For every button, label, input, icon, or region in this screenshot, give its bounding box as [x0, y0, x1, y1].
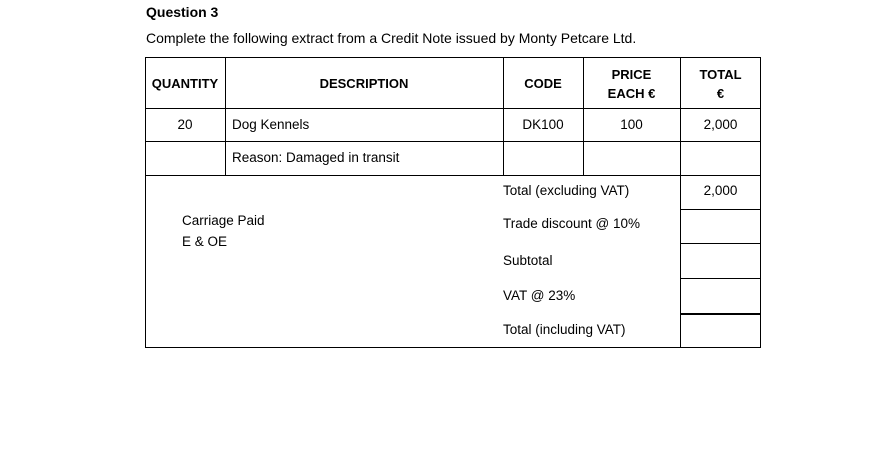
header-total-line1: TOTAL [699, 67, 742, 82]
summary-label-total-incl-vat: Total (including VAT) [503, 322, 626, 337]
item-code: DK100 [522, 117, 564, 132]
summary-divider-1 [680, 209, 761, 210]
summary-label-total-excl-vat: Total (excluding VAT) [503, 183, 630, 198]
summary-label-vat: VAT @ 23% [503, 288, 576, 303]
terms-eoe: E & OE [182, 234, 228, 249]
col-divider-description [503, 57, 504, 175]
header-divider [145, 108, 761, 109]
item-description: Dog Kennels [232, 117, 310, 132]
summary-divider-3 [680, 278, 761, 279]
col-divider-quantity [225, 57, 226, 175]
question-title: Question 3 [146, 4, 219, 20]
item-row-divider [145, 141, 761, 142]
header-price-line2: EACH € [607, 86, 656, 101]
item-quantity: 20 [177, 117, 193, 132]
header-quantity: QUANTITY [151, 76, 219, 91]
summary-value-total-excl-vat: 2,000 [703, 183, 738, 198]
item-price: 100 [620, 117, 643, 132]
reason-text: Reason: Damaged in transit [232, 150, 400, 165]
header-code: CODE [524, 76, 562, 91]
summary-label-subtotal: Subtotal [503, 253, 553, 268]
question-instruction: Complete the following extract from a Credit Note issued by Monty Petcare Ltd. [146, 30, 637, 46]
summary-divider-4 [680, 313, 761, 315]
summary-label-trade-discount: Trade discount @ 10% [503, 216, 641, 231]
item-total: 2,000 [703, 117, 738, 132]
header-description: DESCRIPTION [319, 76, 409, 91]
header-price-line1: PRICE [611, 67, 652, 82]
reason-row-divider [145, 175, 761, 176]
terms-carriage: Carriage Paid [182, 213, 265, 228]
header-total-line2: € [716, 86, 725, 101]
summary-divider-2 [680, 243, 761, 244]
